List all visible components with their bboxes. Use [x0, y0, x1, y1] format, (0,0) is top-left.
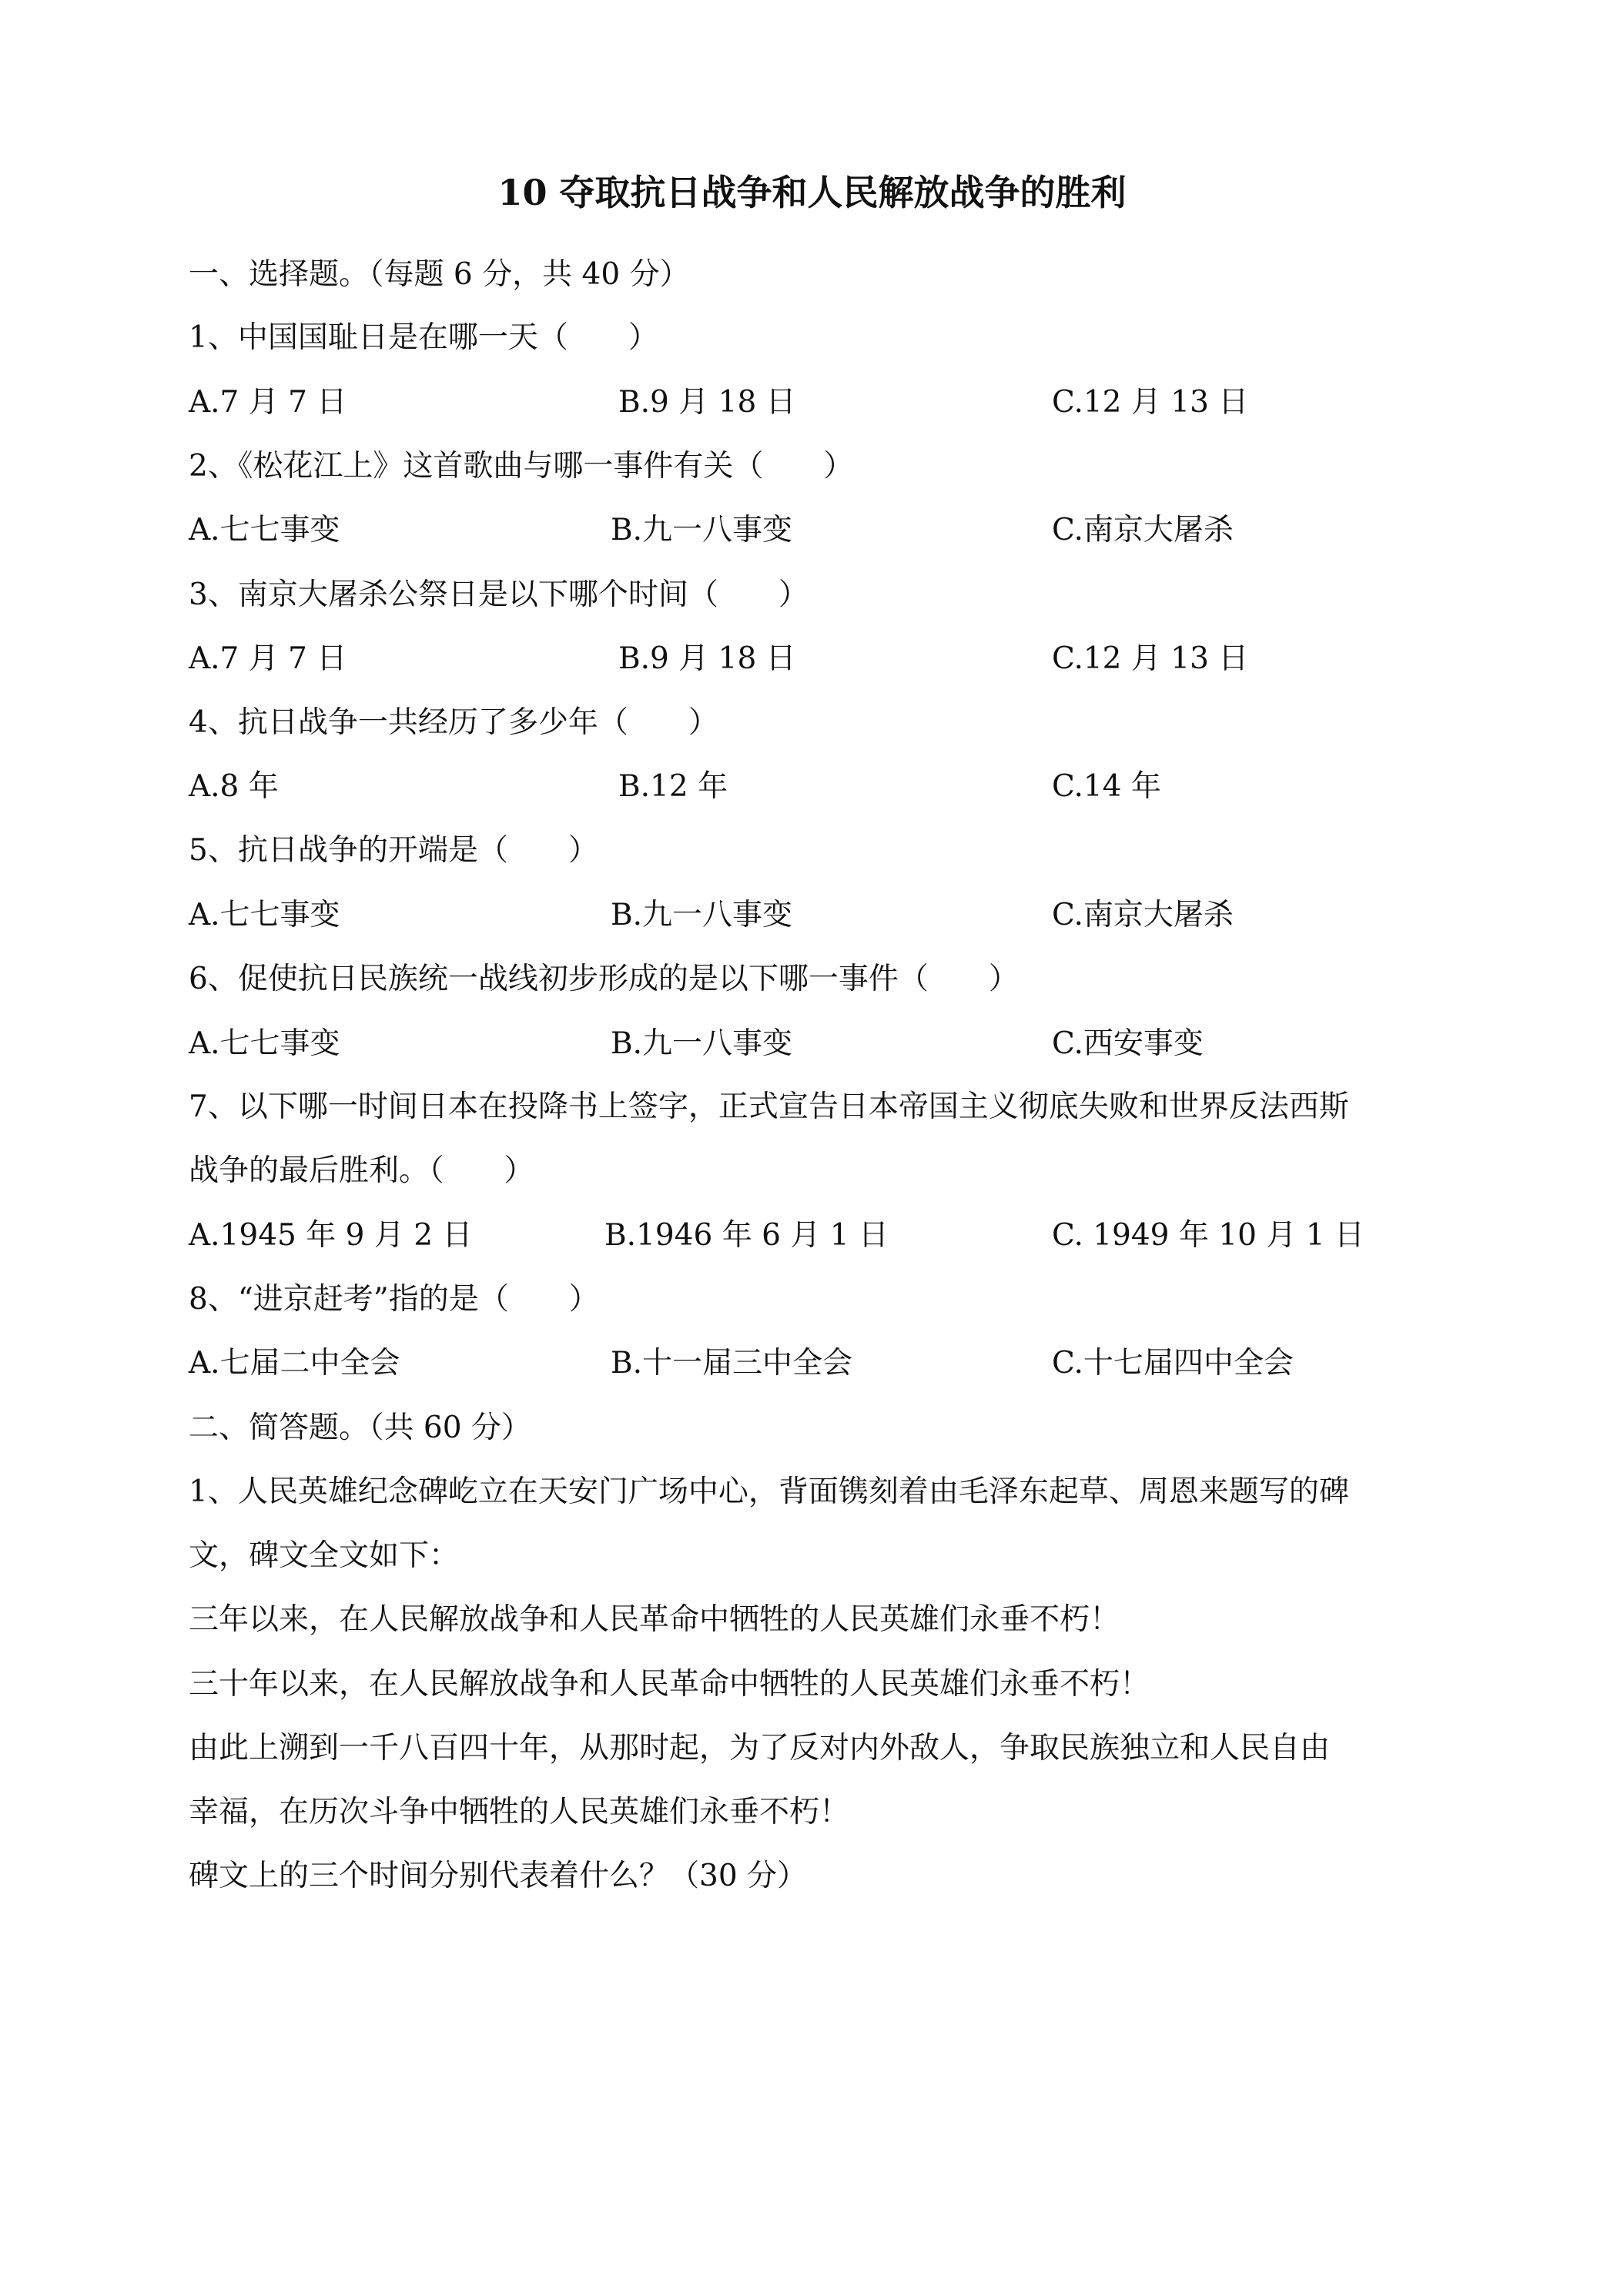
question-3-option-c: C.12 月 13 日	[1052, 641, 1249, 676]
essay-line-3: 三年以来，在人民解放战争和人民革命中牺牲的人民英雄们永垂不朽！	[189, 1602, 1120, 1637]
question-7-line-1: 7、以下哪一时间日本在投降书上签字，正式宣告日本帝国主义彻底失败和世界反法西斯	[189, 1089, 1349, 1124]
question-6-option-a: A.七七事变	[189, 1026, 340, 1061]
question-8-option-a: A.七届二中全会	[189, 1346, 400, 1381]
question-1: 1、中国国耻日是在哪一天（ ）	[189, 320, 658, 355]
question-6-option-b: B.九一八事变	[611, 1026, 793, 1061]
question-4-option-b: B.12 年	[618, 769, 728, 804]
question-4-option-c: C.14 年	[1052, 769, 1161, 804]
question-5-option-a: A.七七事变	[189, 898, 340, 932]
question-4-option-a: A.8 年	[189, 769, 279, 804]
question-1-option-c: C.12 月 13 日	[1052, 385, 1249, 420]
question-7-option-b: B.1946 年 6 月 1 日	[604, 1218, 889, 1253]
question-5: 5、抗日战争的开端是（ ）	[189, 833, 598, 868]
section2-heading: 二、简答题。（共 60 分）	[189, 1411, 531, 1445]
question-5-option-b: B.九一八事变	[611, 898, 793, 932]
question-8-option-c: C.十七届四中全会	[1052, 1346, 1294, 1381]
question-2-option-a: A.七七事变	[189, 513, 340, 547]
question-7-line-2: 战争的最后胜利。（ ）	[189, 1153, 534, 1188]
essay-line-5: 由此上溯到一千八百四十年，从那时起，为了反对内外敌人，争取民族独立和人民自由	[189, 1731, 1331, 1766]
question-4: 4、抗日战争一共经历了多少年（ ）	[189, 705, 718, 740]
essay-line-2: 文，碑文全文如下：	[189, 1538, 460, 1573]
question-8-option-b: B.十一届三中全会	[611, 1346, 853, 1381]
essay-line-4: 三十年以来，在人民解放战争和人民革命中牺牲的人民英雄们永垂不朽！	[189, 1667, 1150, 1702]
essay-line-6: 幸福，在历次斗争中牺牲的人民英雄们永垂不朽！	[189, 1795, 850, 1829]
question-2-option-c: C.南京大屠杀	[1052, 513, 1234, 547]
essay-question: 碑文上的三个时间分别代表着什么？（30 分）	[189, 1859, 808, 1893]
question-6: 6、促使抗日民族统一战线初步形成的是以下哪一事件（ ）	[189, 962, 1019, 996]
section1-heading: 一、选择题。（每题 6 分，共 40 分）	[189, 257, 690, 292]
question-6-option-c: C.西安事变	[1052, 1026, 1204, 1061]
question-7-option-a: A.1945 年 9 月 2 日	[189, 1218, 473, 1253]
question-1-option-b: B.9 月 18 日	[618, 385, 796, 420]
question-2: 2、《松花江上》这首歌曲与哪一事件有关（ ）	[189, 449, 854, 484]
question-5-option-c: C.南京大屠杀	[1052, 898, 1234, 932]
question-3-option-b: B.9 月 18 日	[618, 641, 796, 676]
question-3: 3、南京大屠杀公祭日是以下哪个时间（ ）	[189, 577, 809, 612]
question-7-option-c: C. 1949 年 10 月 1 日	[1052, 1218, 1364, 1253]
essay-line-1: 1、人民英雄纪念碑屹立在天安门广场中心，背面镌刻着由毛泽东起草、周恩来题写的碑	[189, 1474, 1349, 1509]
question-2-option-b: B.九一八事变	[611, 513, 793, 547]
question-1-option-a: A.7 月 7 日	[189, 385, 347, 420]
question-3-option-a: A.7 月 7 日	[189, 641, 347, 676]
question-8: 8、“进京赶考”指的是（ ）	[189, 1282, 599, 1317]
page-title: 10 夺取抗日战争和人民解放战争的胜利	[497, 172, 1127, 213]
